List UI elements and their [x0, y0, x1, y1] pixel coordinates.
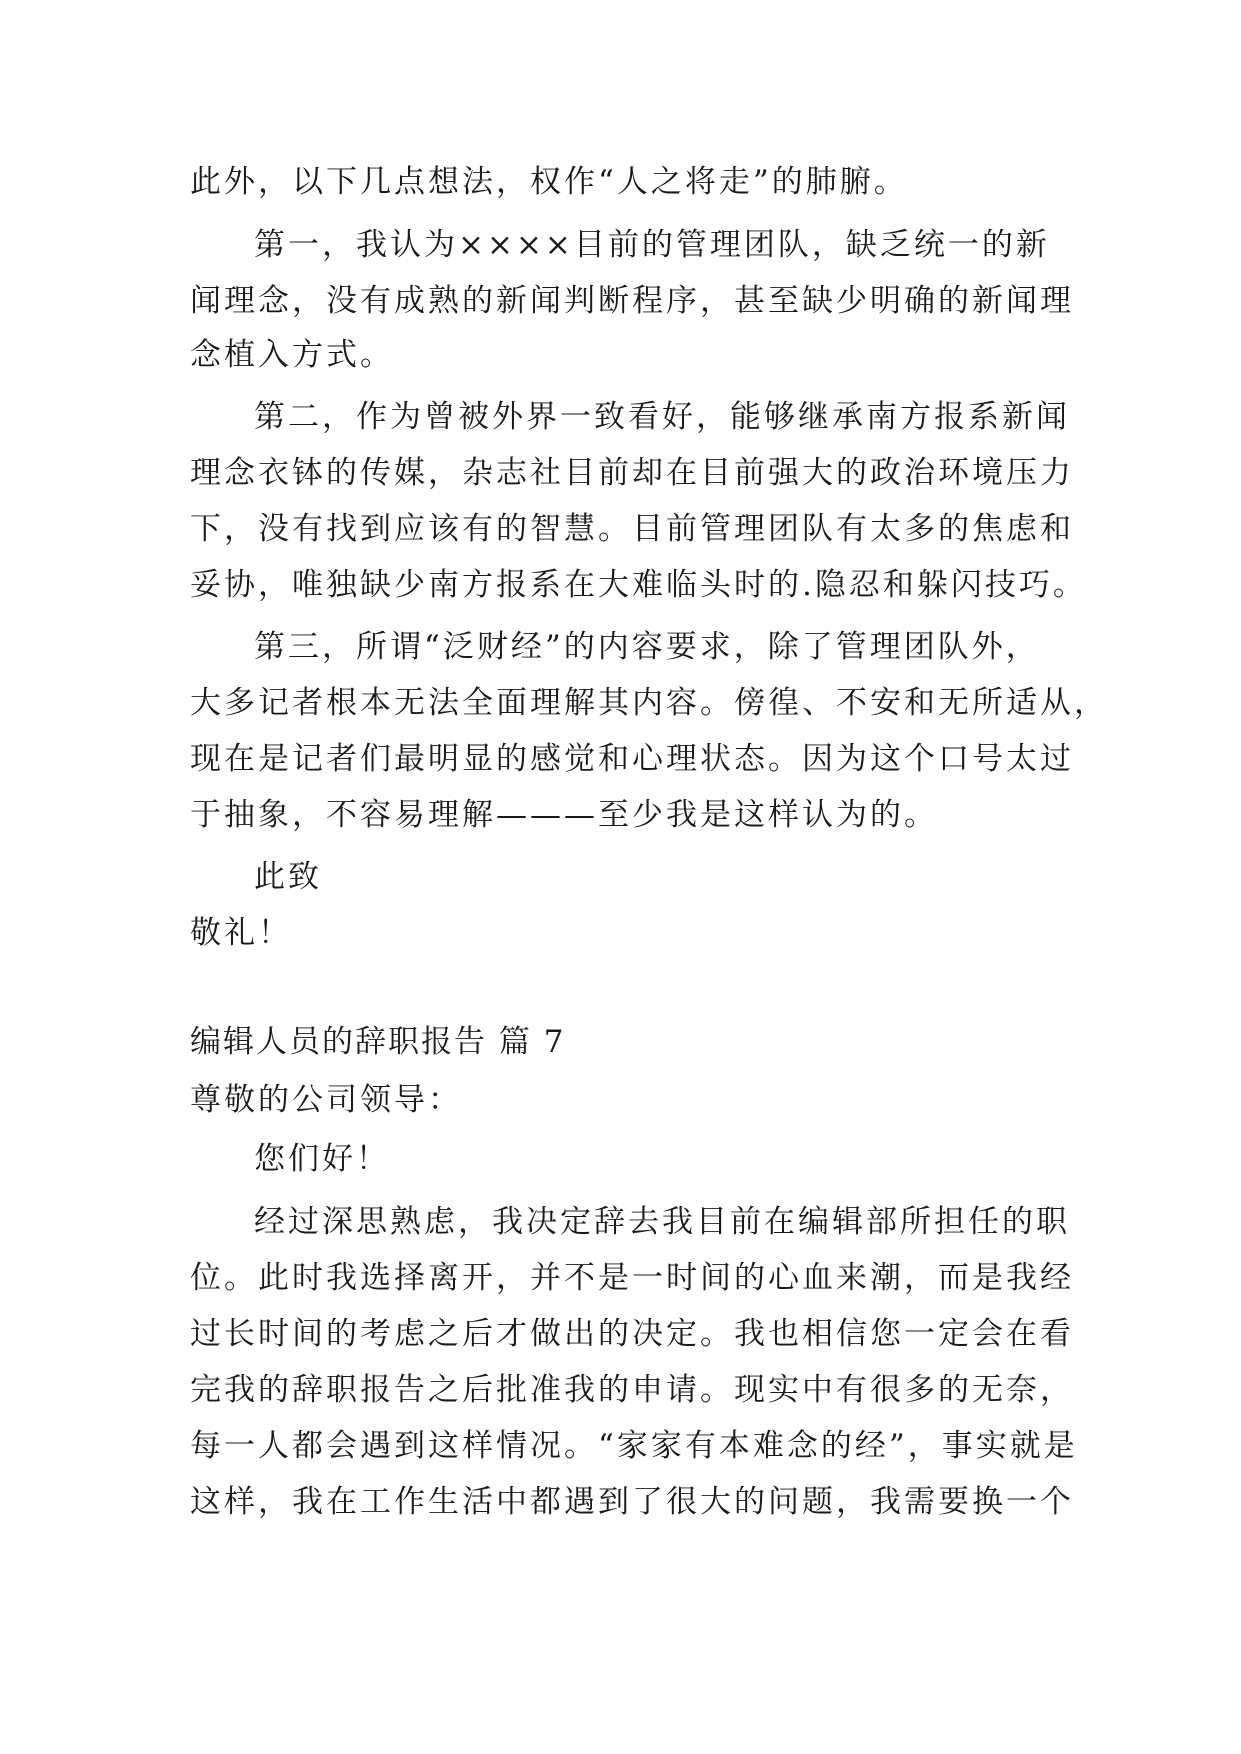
paragraph-line: 念植入方式。: [190, 337, 394, 373]
section-title: 编辑人员的辞职报告 篇 7: [190, 1024, 566, 1060]
salutation: 尊敬的公司领导：: [190, 1082, 462, 1118]
paragraph-line: 现在是记者们最明显的感觉和心理状态。因为这个口号太过: [190, 741, 1074, 777]
paragraph-line: 完我的辞职报告之后批准我的申请。现实中有很多的无奈，: [190, 1372, 1074, 1408]
closing-salute: 敬礼！: [190, 915, 292, 951]
paragraph-line: 第一，我认为××××目前的管理团队，缺乏统一的新: [254, 227, 1050, 263]
closing-line: 此致: [254, 859, 322, 895]
paragraph-line: 这样，我在工作生活中都遇到了很大的问题，我需要换一个: [190, 1484, 1074, 1520]
paragraph-line: 第三，所谓“泛财经”的内容要求，除了管理团队外，: [254, 629, 1040, 665]
paragraph-line: 位。此时我选择离开，并不是一时间的心血来潮，而是我经: [190, 1260, 1074, 1296]
paragraph-line: 理念衣钵的传媒，杂志社目前却在目前强大的政治环境压力: [190, 455, 1074, 491]
paragraph-line: 于抽象，不容易理解———至少我是这样认为的。: [190, 797, 938, 833]
paragraph-line: 每一人都会遇到这样情况。“家家有本难念的经”，事实就是: [190, 1428, 1078, 1464]
paragraph-line: 第二，作为曾被外界一致看好，能够继承南方报系新闻: [254, 399, 1070, 435]
paragraph-line: 妥协，唯独缺少南方报系在大难临头时的.隐忍和躲闪技巧。: [190, 567, 1087, 603]
paragraph-line: 过长时间的考虑之后才做出的决定。我也相信您一定会在看: [190, 1316, 1074, 1352]
paragraph-line: 下，没有找到应该有的智慧。目前管理团队有太多的焦虑和: [190, 511, 1074, 547]
greeting: 您们好！: [254, 1141, 390, 1177]
paragraph-line: 闻理念，没有成熟的新闻判断程序，甚至缺少明确的新闻理: [190, 283, 1074, 319]
paragraph-line: 经过深思熟虑，我决定辞去我目前在编辑部所担任的职: [254, 1204, 1070, 1240]
paragraph-line: 此外，以下几点想法，权作“人之将走”的肺腑。: [190, 164, 908, 200]
paragraph-line: 大多记者根本无法全面理解其内容。傍徨、不安和无所适从，: [190, 685, 1108, 721]
